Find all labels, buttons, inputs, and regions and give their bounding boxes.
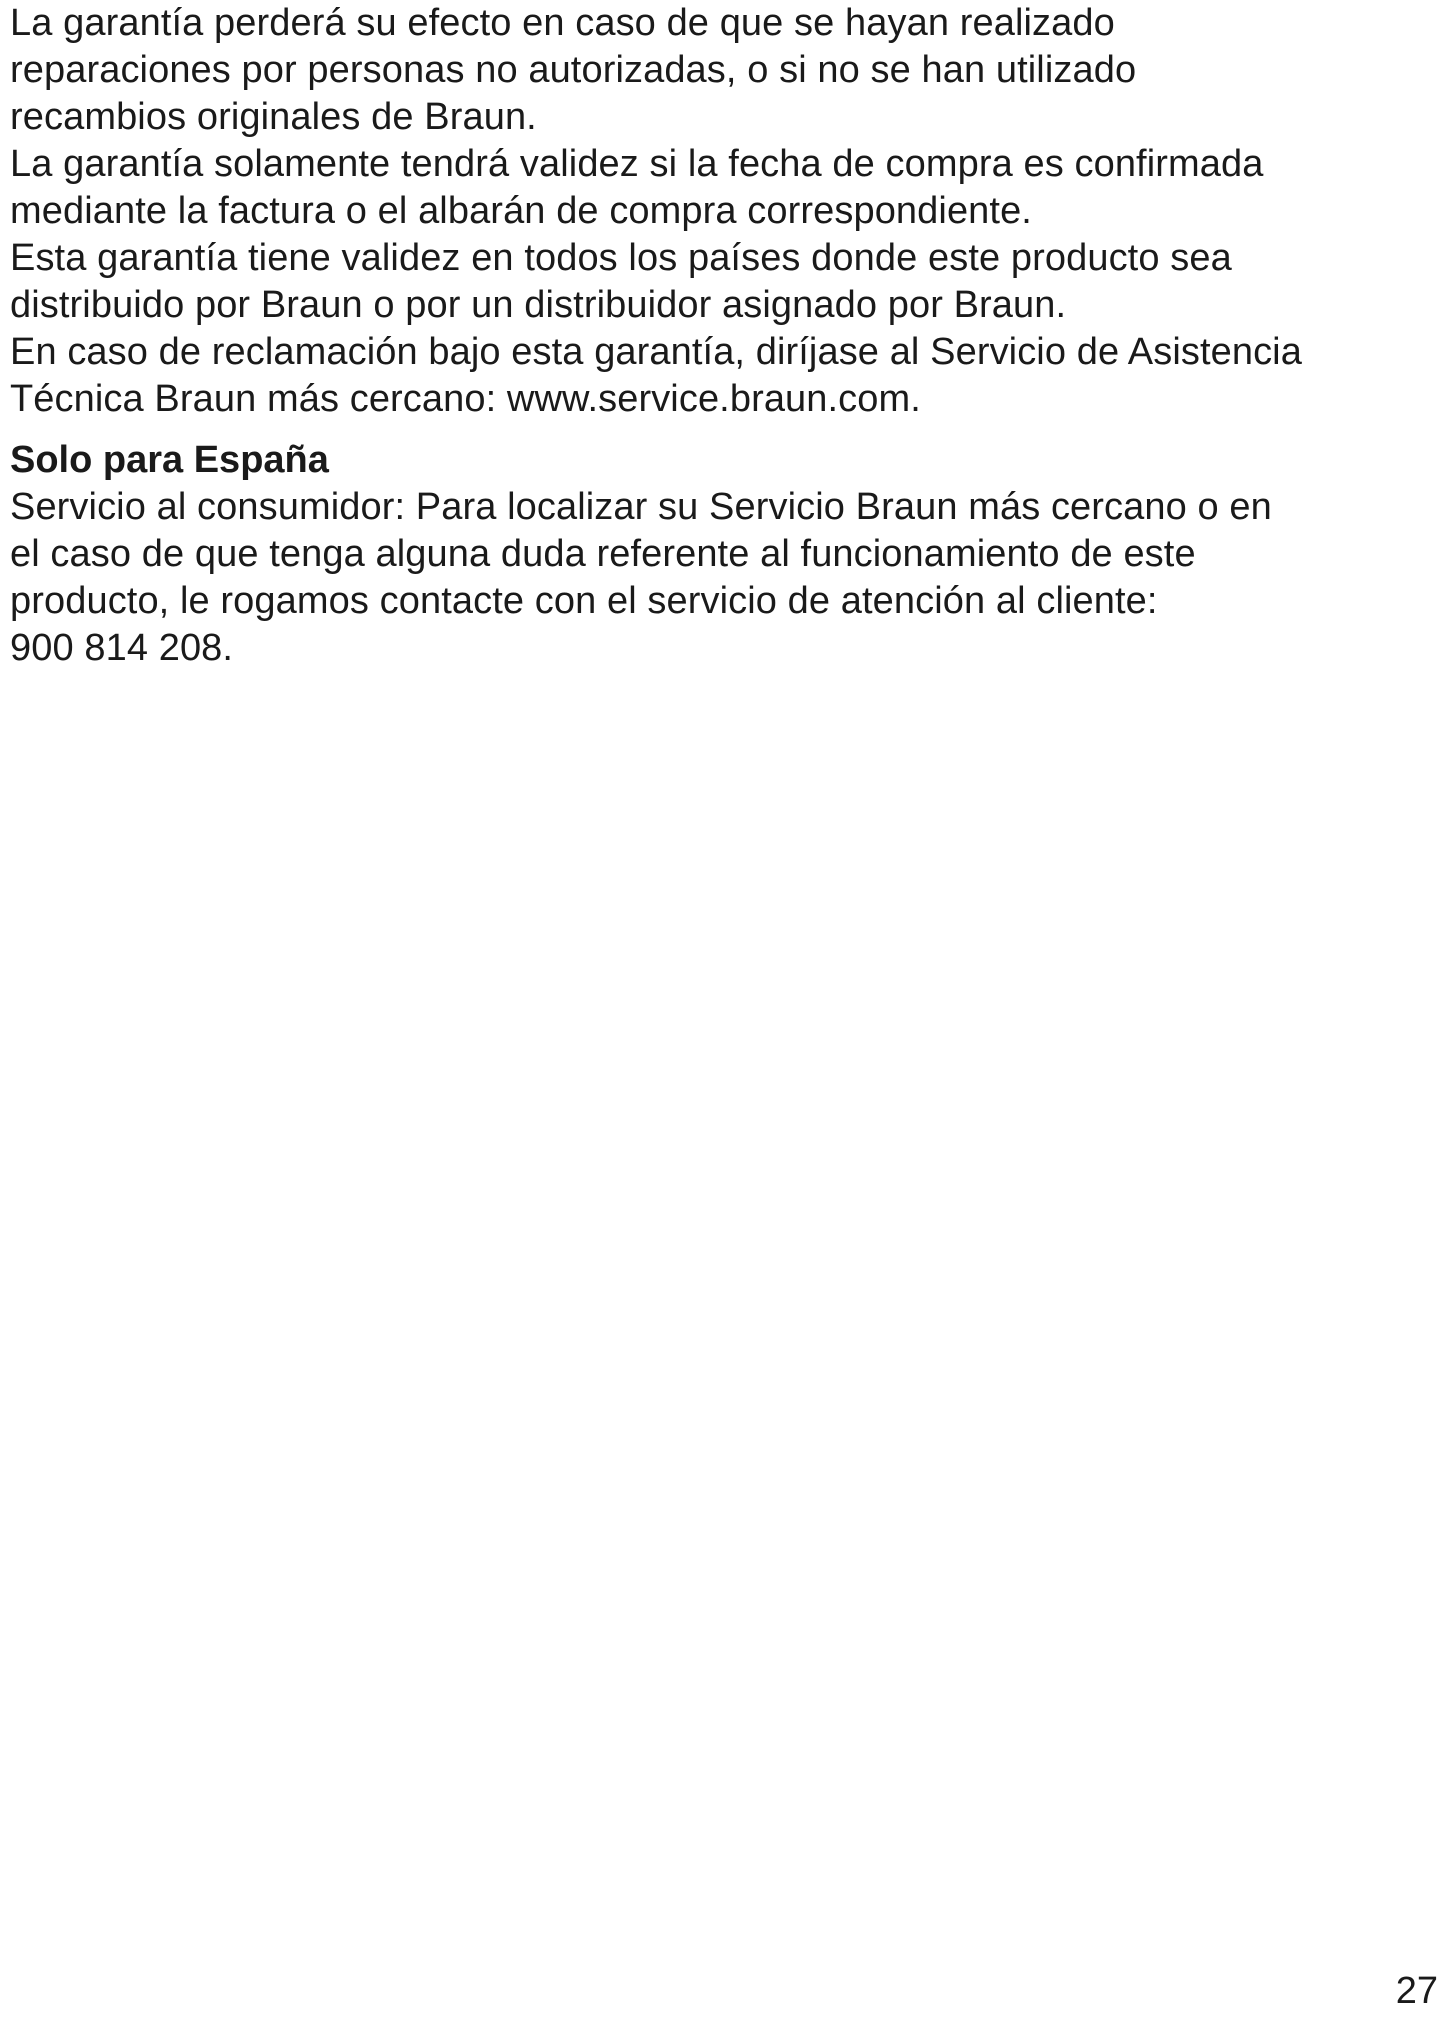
text-line: producto, le rogamos contacte con el servicio de atención al cliente: xyxy=(10,580,1158,622)
text-line: el caso de que tenga alguna duda referente al funcionamiento de este xyxy=(10,533,1196,575)
text-line: En caso de reclamación bajo esta garantía, diríjase al Servicio de Asistencia xyxy=(10,331,1302,373)
text-line: mediante la factura o el albarán de compra correspondiente. xyxy=(10,190,1032,232)
warranty-paragraph xyxy=(10,0,1440,423)
text-line: reparaciones por personas no autorizadas, o si no se han utilizado xyxy=(10,49,1137,91)
document-page xyxy=(10,0,1440,672)
text-line: recambios originales de Braun. xyxy=(10,96,537,138)
section-spacer xyxy=(10,423,1440,437)
text-line: Técnica Braun más cercano: www.service.braun.com. xyxy=(10,378,921,420)
page-number: 27 xyxy=(1395,1970,1438,2012)
spain-section xyxy=(10,437,1440,672)
text-line: La garantía perderá su efecto en caso de que se hayan realizado xyxy=(10,2,1115,44)
text-line: Servicio al consumidor: Para localizar su Servicio Braun más cercano o en xyxy=(10,486,1272,528)
section-heading: Solo para España xyxy=(10,439,329,481)
phone-number: 900 814 208. xyxy=(10,627,234,669)
text-line: distribuido por Braun o por un distribuidor asignado por Braun. xyxy=(10,284,1067,326)
text-line: La garantía solamente tendrá validez si la fecha de compra es confirmada xyxy=(10,143,1264,185)
text-line: Esta garantía tiene validez en todos los países donde este producto sea xyxy=(10,237,1232,279)
